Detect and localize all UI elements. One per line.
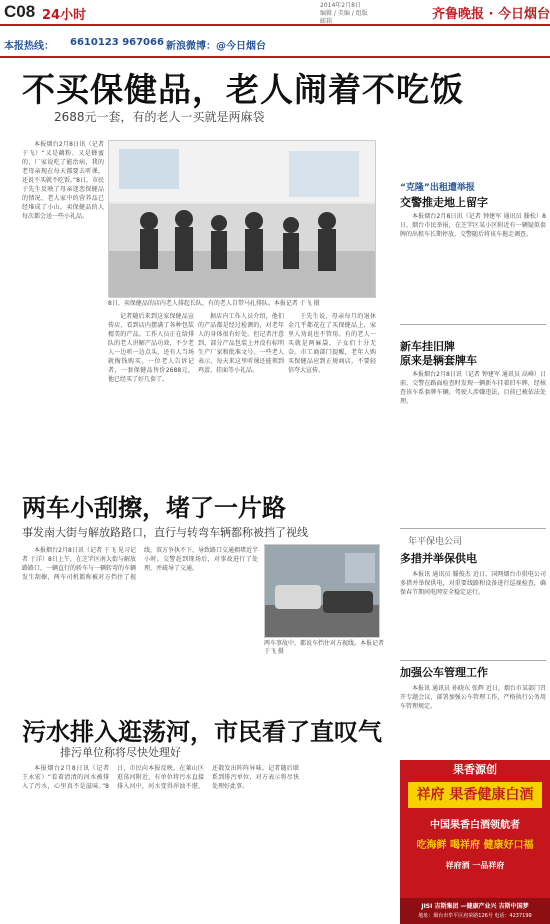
story2-headline: 两车小刮擦，堵了一片路: [22, 494, 286, 522]
ad-group-line: JISI 吉斯集团 —健康产业兴 吉斯中国梦: [421, 903, 529, 910]
story3-subhead: 排污单位称将尽快处理好: [60, 746, 181, 759]
story1-column-2: [108, 312, 194, 480]
hotline-divider: [0, 56, 550, 58]
story1-photo: [108, 140, 376, 298]
story2-caption: 两车事故中，都说车挡住对方视线。本报记者 于飞 摄: [264, 640, 385, 655]
sidebar-title-2: 原来是辆套牌车: [400, 354, 477, 367]
story3-body-text: 本报烟台2月8日讯（记者 王永宏）“看着清清的河水被排入了污水，心里真不是滋味。”8日，市民向本报反映，在莱山区逛荡河附近，有单位将污水直接排入河中，河水变得浑浊不堪，还散发出阵阵异味。记者随后联系到排污单位，对方表示将尽快处理好此事。: [22, 765, 299, 790]
ad-top-text: 果香源创: [453, 763, 497, 776]
hotline-label: 本报热线：: [4, 41, 54, 52]
story2-body: [22, 546, 258, 696]
story1-caption: 8日，卖保健品的店内老人排起长队，有的老人自带马扎排队。本报记者 于飞 摄: [108, 300, 320, 307]
hotline-bar: [0, 36, 550, 52]
sidebar-body-4: [400, 684, 546, 754]
sidebar-title-1: 交警推走地上留字: [400, 196, 488, 209]
section-name: 24小时: [42, 8, 87, 23]
issue-date: 2014年2月8日: [320, 2, 361, 9]
sidebar-body-1-text: 本报烟台2月8日讯（记者 钟建军 通讯员 滕松）8日，烟台市民举报，在芝罘区某小区附近有一辆疑似套牌的出租车长期停放，交警随后将该车拖走调查。: [400, 213, 546, 238]
ad-brand-banner: 祥府 果香健康白酒: [408, 782, 542, 808]
story1-subhead: 2688元一套，有的老人一买就是两麻袋: [54, 110, 265, 124]
sidebar-title-3: 多措并举保供电: [400, 552, 477, 565]
ad-footer: [400, 898, 550, 924]
story1-column-4: [288, 312, 376, 480]
story2-photo: [264, 544, 380, 638]
issue-email: 邮箱: [320, 18, 333, 25]
story2-subhead: 事发南大街与解放路路口，直行与转弯车辆都称被挡了视线: [22, 526, 308, 539]
story1-headline: 不买保健品，老人闹着不吃饭: [22, 70, 464, 109]
weibo-handle: 新浪微博：@今日烟台: [166, 41, 266, 52]
sidebar-body-2: [400, 370, 546, 518]
story3-headline: 污水排入逛荡河，市民看了直叹气: [22, 718, 382, 746]
sidebar-divider-2: [400, 528, 546, 529]
story1-photo-illustration: [109, 141, 376, 298]
sidebar-title-4: 加强公车管理工作: [400, 666, 488, 679]
story1-column-1: [22, 140, 104, 480]
story1-col1-text: 本报烟台2月8日讯（记者 于飞）“又是藕粉、又是蜂蜜的，厂家说吃了能治病，我的老母亲现在每天都要去听课，还说不买就不吃饭。”8日，市民于先生反映了母亲迷恋保健品的情况，老人家中的营养品已经堆成了小山，卖保健品的人每次都会送一些小礼品。: [22, 141, 104, 220]
story2-body-text: 本报烟台2月8日讯（记者 于飞 见习记者 于洋）8日上午，在芝罘区南大街与解放路路口，一辆直行的轿车与一辆转弯的车辆发生刮擦，两车司机都称被对方挡住了视线，双方争执不下，导致路口交通拥堵近半小时。交警赶到现场后，对事故进行了处理，并疏导了交通。: [22, 547, 258, 581]
ad-slogan-2: 吃海鲜 喝祥府 健康好口福: [416, 840, 534, 851]
story1-col3-text: 据店内工作人员介绍，他们的产品都是经过检测的，对老年人的身体很有好处。但记者注意到，部分产品包装上并没有标明生产厂家和批准文号。一些老人表示，每天来这里听课还能领到鸡蛋、挂面等小礼品。: [198, 313, 284, 374]
sidebar-body-3: [400, 570, 546, 660]
sidebar-tag-2: 新车挂旧牌: [400, 340, 455, 353]
sidebar-body-1: [400, 212, 546, 318]
story1-col4-text: 于先生说，母亲每月的退休金几乎都花在了买保健品上，家里人劝说也不管用。有的老人一买就是两麻袋，子女们十分无奈。市工商部门提醒，老年人购买保健品应到正规商店，不要轻信夸大宣传。: [288, 313, 376, 374]
newspaper-brand: 齐鲁晚报 · 今日烟台: [432, 7, 550, 22]
story2-photo-illustration: [265, 545, 380, 638]
ad-slogan-1: 中国果香白酒领航者: [430, 820, 520, 831]
issue-meta: [320, 2, 430, 26]
issue-editors: 编辑 / 美编 / 组版: [320, 10, 368, 17]
page-number: C08: [4, 2, 36, 21]
sidebar-tag-3: 年平保电公司: [408, 537, 463, 547]
sidebar-divider-1: [400, 324, 546, 325]
sidebar-body-4-text: 本报讯 通讯员 孙晓东 张辉 近日，烟台市某部门召开专题会议，部署加强公车管理工作，严格执行公务用车管理规定。: [400, 685, 546, 710]
story3-body: [22, 764, 394, 920]
sidebar-body-3-text: 本报讯 通讯员 滕俊杰 近日，国网烟台市供电公司多措并举保供电，对重要线路和设备进行巡视检查，确保春节期间电网安全稳定运行。: [400, 571, 546, 596]
page-header: [0, 0, 550, 26]
ad-address-line: 地址：烟台市牟平区府荣路126号 电话：4237199: [418, 913, 532, 919]
sidebar-divider-3: [400, 660, 546, 661]
sidebar-tag-1: “克隆”出租遭举报: [400, 183, 475, 193]
sidebar-body-2-text: 本报烟台2月8日讯（记者 钟建军 通讯员 高峰）日前，交警在路面检查时发现一辆新车挂着旧车牌，经核查该车系套牌车辆，驾驶人涉嫌违法，目前已被依法处理。: [400, 371, 546, 405]
liquor-advertisement[interactable]: [400, 760, 550, 924]
ad-slogan-3: 祥府酒 一品祥府: [445, 861, 505, 870]
story1-column-3: [198, 312, 284, 480]
hotline-numbers: 6610123 967066: [70, 37, 164, 48]
story1-col2-text: 记者随后来到这家保健品宣传店，看到店内摆满了各种包装精美的产品。工作人员正在给排队的老人讲解产品功效，不少老人一边听一边点头，还有人当场就掏钱购买。一位老人告诉记者，一套保健品售价2688元，他已经买了好几套了。: [108, 313, 194, 383]
